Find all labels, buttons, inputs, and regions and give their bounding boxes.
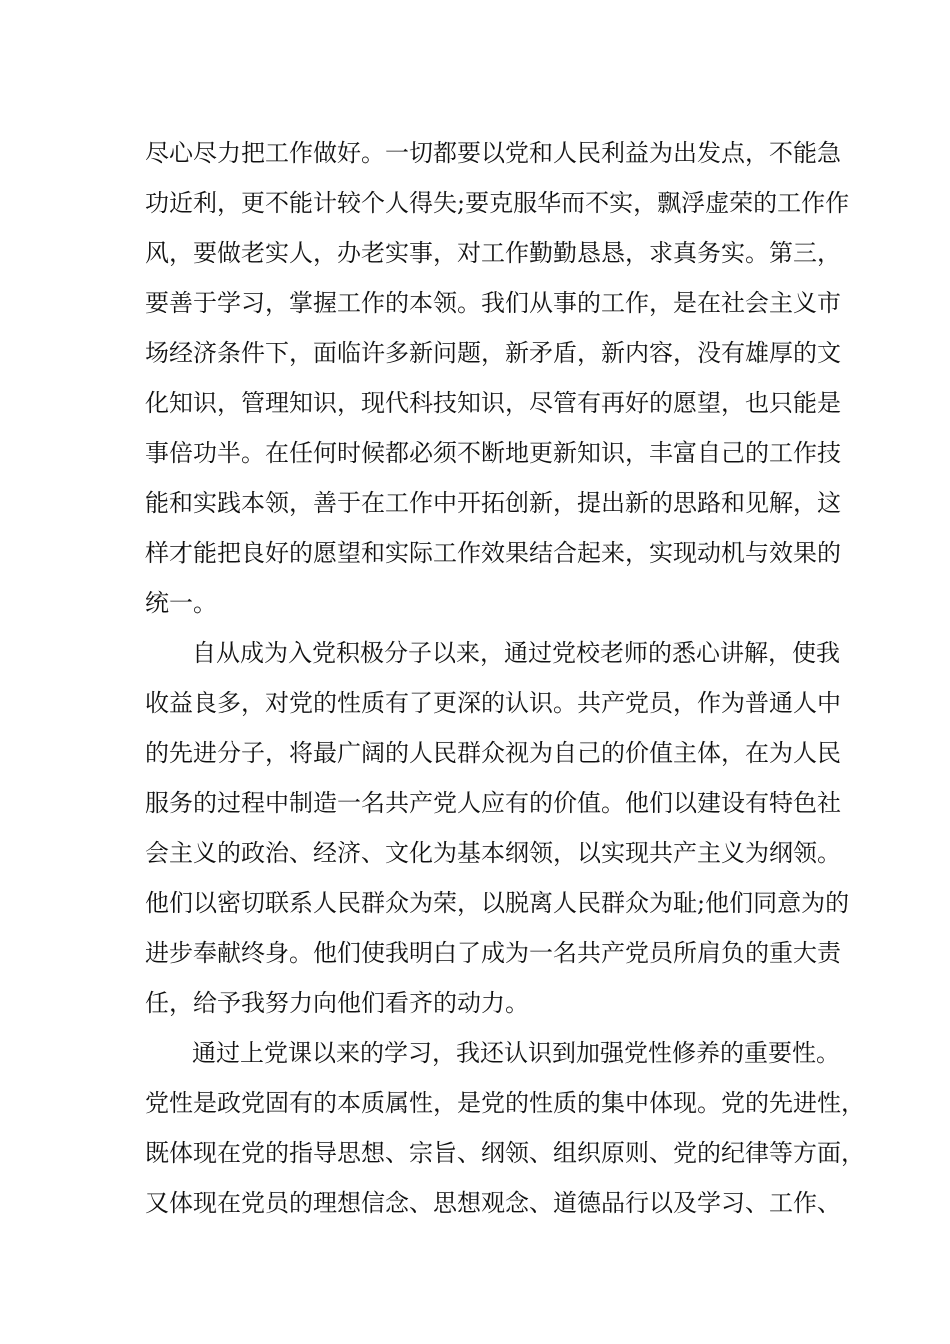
text-line: 任，给予我努力向他们看齐的动力。 xyxy=(145,989,529,1017)
text-line: 会主义的政治、经济、文化为基本纲领，以实现共产主义为纲领。 xyxy=(145,839,841,867)
text-line: 尽心尽力把工作做好。一切都要以党和人民利益为出发点，不能急 xyxy=(145,139,841,167)
text-line: 的先进分子，将最广阔的人民群众视为自己的价值主体，在为人民 xyxy=(145,739,841,767)
text-line: 样才能把良好的愿望和实际工作效果结合起来，实现动机与效果的 xyxy=(145,539,841,567)
text-line: 又体现在党员的理想信念、思想观念、道德品行以及学习、工作、 xyxy=(145,1189,841,1217)
text-line: 他们以密切联系人民群众为荣，以脱离人民群众为耻;他们同意为的 xyxy=(145,889,850,917)
text-line: 风，要做老实人，办老实事，对工作勤勤恳恳，求真务实。第三， xyxy=(145,239,841,267)
body-text xyxy=(145,128,865,1228)
text-line: 收益良多，对党的性质有了更深的认识。共产党员，作为普通人中 xyxy=(145,689,841,717)
text-line: 进步奉献终身。他们使我明白了成为一名共产党员所肩负的重大责 xyxy=(145,939,841,967)
text-line: 既体现在党的指导思想、宗旨、纲领、组织原则、党的纪律等方面， xyxy=(145,1139,865,1167)
paragraph-first-line: 通过上党课以来的学习，我还认识到加强党性修养的重要性。 xyxy=(192,1039,840,1067)
text-line: 党性是政党固有的本质属性，是党的性质的集中体现。党的先进性， xyxy=(145,1089,865,1117)
text-line: 服务的过程中制造一名共产党人应有的价值。他们以建设有特色社 xyxy=(145,789,841,817)
text-line: 要善于学习，掌握工作的本领。我们从事的工作，是在社会主义市 xyxy=(145,289,841,317)
text-line: 功近利，更不能计较个人得失;要克服华而不实，飘浮虚荣的工作作 xyxy=(145,189,850,217)
text-line: 场经济条件下，面临许多新问题，新矛盾，新内容，没有雄厚的文 xyxy=(145,339,841,367)
text-line: 能和实践本领，善于在工作中开拓创新，提出新的思路和见解，这 xyxy=(145,489,841,517)
text-line: 化知识，管理知识，现代科技知识，尽管有再好的愿望，也只能是 xyxy=(145,389,841,417)
text-line: 事倍功半。在任何时候都必须不断地更新知识，丰富自己的工作技 xyxy=(145,439,841,467)
text-line: 统一。 xyxy=(145,589,217,617)
paragraph-first-line: 自从成为入党积极分子以来，通过党校老师的悉心讲解，使我 xyxy=(192,639,840,667)
